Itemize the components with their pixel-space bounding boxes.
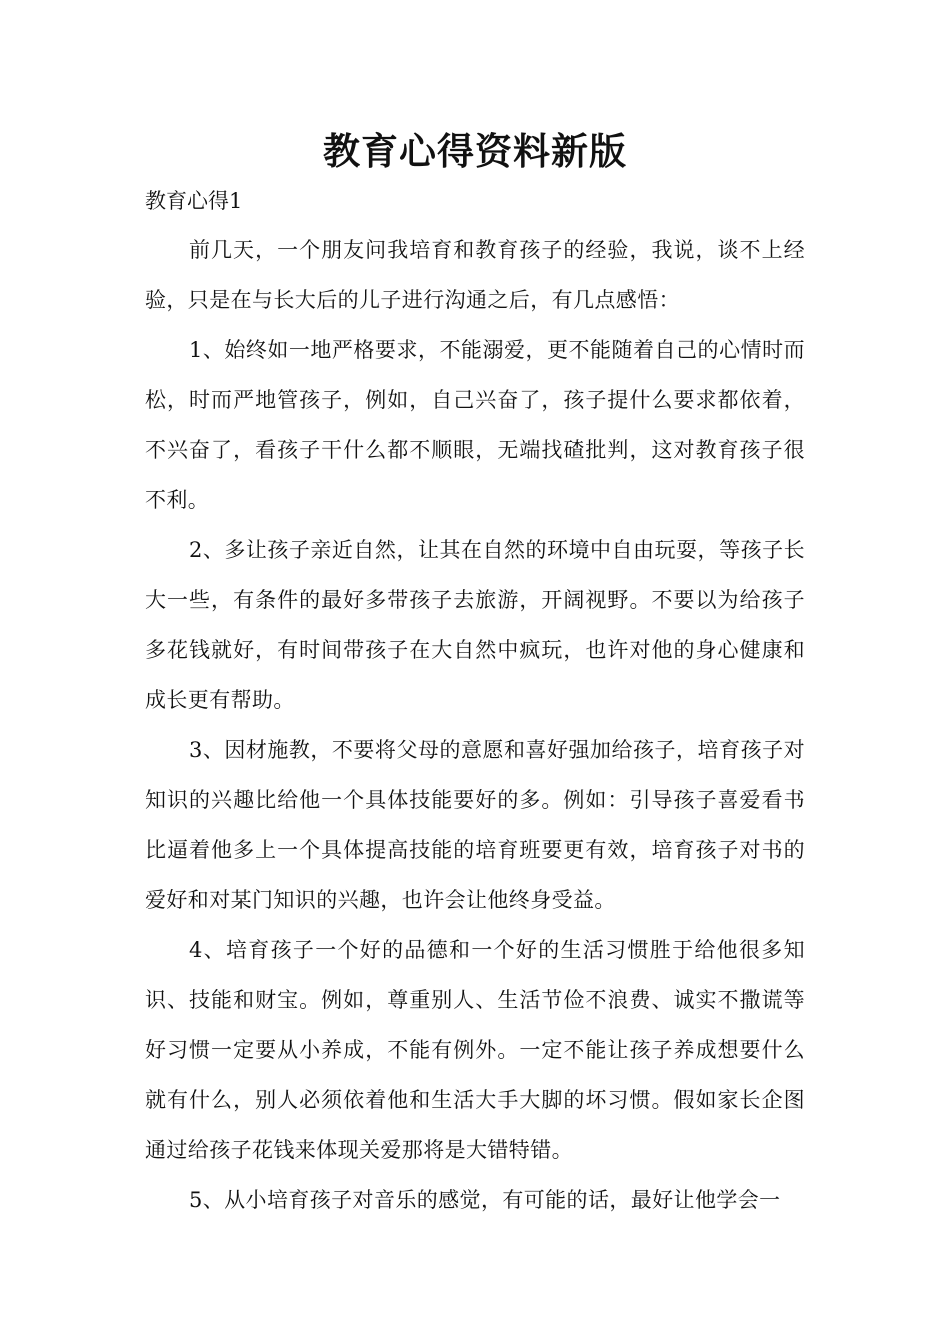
- paragraph-point-5: 5、从小培育孩子对音乐的感觉，有可能的话，最好让他学会一: [189, 1188, 781, 1212]
- paragraph-point-3: 3、因材施教，不要将父母的意愿和喜好强加给孩子，培育孩子对知识的兴趣比给他一个具体技能要好的多。例如：引导孩子喜爱看书比逼着他多上一个具体提高技能的培育班要更有效，培育孩子对书的爱好和对某门知识的兴趣，也许会让他终身受益。: [145, 738, 805, 912]
- paragraph-point-4: 4、培育孩子一个好的品德和一个好的生活习惯胜于给他很多知识、技能和财宝。例如，尊重别人、生活节俭不浪费、诚实不撒谎等好习惯一定要从小养成，不能有例外。一定不能让孩子养成想要什么就有什么，别人必须依着他和生活大手大脚的坏习惯。假如家长企图通过给孩子花钱来体现关爱那将是大错特错。: [145, 938, 805, 1162]
- section-heading: 教育心得1: [145, 189, 243, 213]
- paragraph-intro: 前几天，一个朋友问我培育和教育孩子的经验，我说，谈不上经验，只是在与长大后的儿子进行沟通之后，有几点感悟：: [145, 238, 805, 312]
- document-body: [145, 225, 805, 1225]
- paragraph-point-2: 2、多让孩子亲近自然，让其在自然的环境中自由玩耍，等孩子长大一些，有条件的最好多带孩子去旅游，开阔视野。不要以为给孩子多花钱就好，有时间带孩子在大自然中疯玩，也许对他的身心健康和成长更有帮助。: [145, 538, 805, 712]
- document-title: 教育心得资料新版: [323, 130, 627, 173]
- paragraph-point-1: 1、始终如一地严格要求，不能溺爱，更不能随着自己的心情时而松，时而严地管孩子，例如，自己兴奋了，孩子提什么要求都依着，不兴奋了，看孩子干什么都不顺眼，无端找碴批判，这对教育孩子很不利。: [145, 338, 805, 512]
